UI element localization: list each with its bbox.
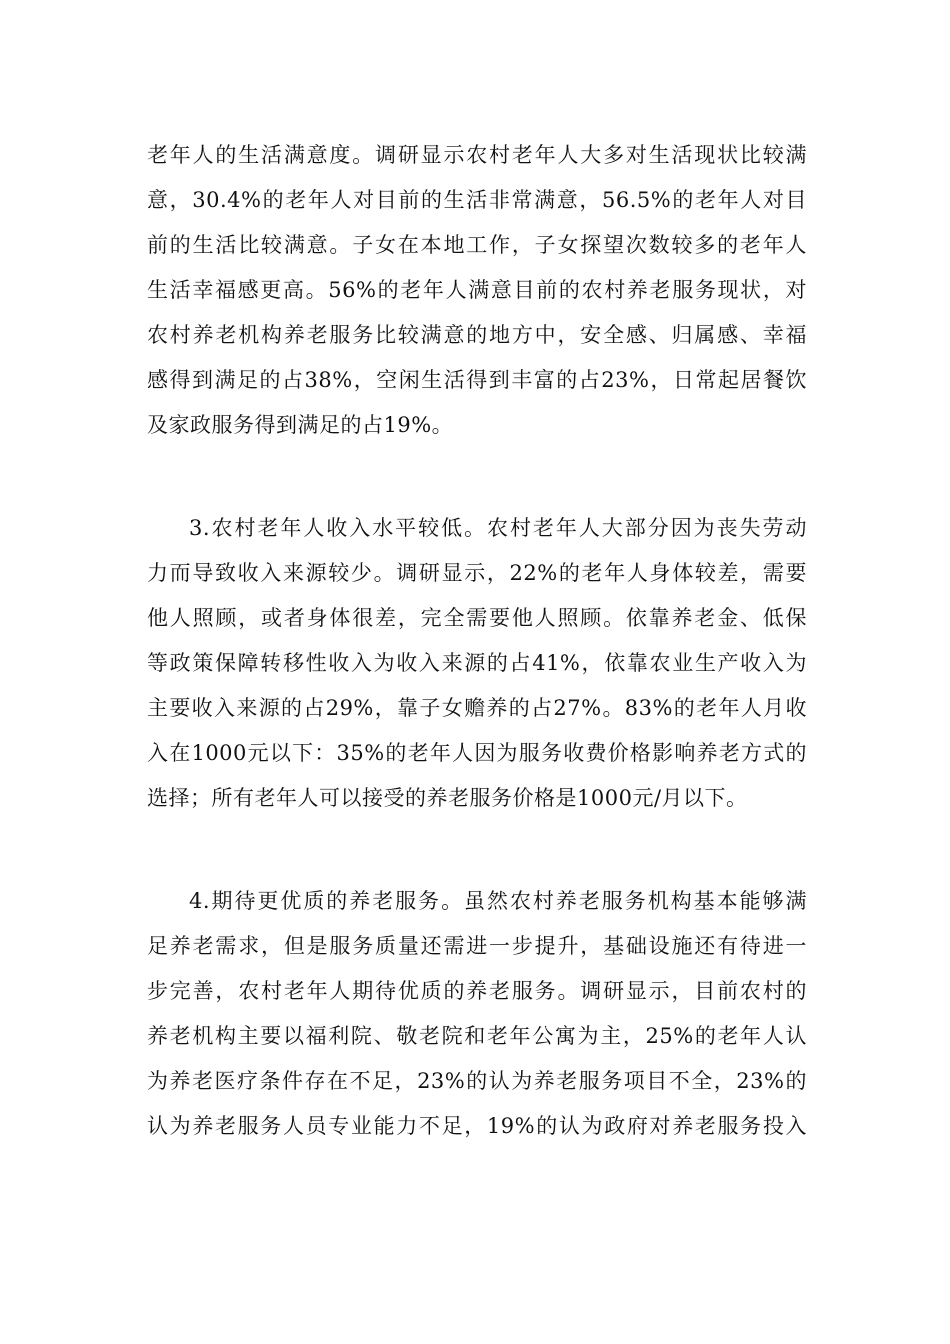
- text-line: 前的生活比较满意。子女在本地工作，子女探望次数较多的老年人: [147, 233, 807, 257]
- text-line: 他人照顾，或者身体很差，完全需要他人照顾。依靠养老金、低保: [147, 606, 807, 630]
- text-line: 为养老医疗条件存在不足，23%的认为养老服务项目不全，23%的: [147, 1069, 807, 1093]
- text-line: 主要收入来源的占29%，靠子女赡养的占27%。83%的老年人月收: [147, 696, 807, 720]
- text-line: 步完善，农村老年人期待优质的养老服务。调研显示，目前农村的: [147, 979, 807, 1003]
- text-line: 老年人的生活满意度。调研显示农村老年人大多对生活现状比较满: [147, 143, 807, 167]
- text-line: 入在1000元以下：35%的老年人因为服务收费价格影响养老方式的: [147, 741, 807, 765]
- text-line: 认为养老服务人员专业能力不足，19%的认为政府对养老服务投入: [147, 1114, 807, 1138]
- text-line: 意，30.4%的老年人对目前的生活非常满意，56.5%的老年人对目: [147, 188, 807, 212]
- text-line: 养老机构主要以福利院、敬老院和老年公寓为主，25%的老年人认: [147, 1024, 807, 1048]
- text-line: 感得到满足的占38%，空闲生活得到丰富的占23%，日常起居餐饮: [147, 368, 807, 392]
- text-line: 选择；所有老年人可以接受的养老服务价格是1000元/月以下。: [147, 786, 748, 810]
- text-line: 农村养老机构养老服务比较满意的地方中，安全感、归属感、幸福: [147, 323, 807, 347]
- text-line: 4.期待更优质的养老服务。虽然农村养老服务机构基本能够满: [189, 889, 807, 913]
- text-line: 力而导致收入来源较少。调研显示，22%的老年人身体较差，需要: [147, 561, 807, 585]
- text-line: 3.农村老年人收入水平较低。农村老年人大部分因为丧失劳动: [189, 516, 807, 540]
- text-line: 及家政服务得到满足的占19%。: [147, 413, 454, 437]
- text-line: 生活幸福感更高。56%的老年人满意目前的农村养老服务现状，对: [147, 278, 807, 302]
- text-line: 足养老需求，但是服务质量还需进一步提升，基础设施还有待进一: [147, 934, 807, 958]
- text-line: 等政策保障转移性收入为收入来源的占41%，依靠农业生产收入为: [147, 651, 807, 675]
